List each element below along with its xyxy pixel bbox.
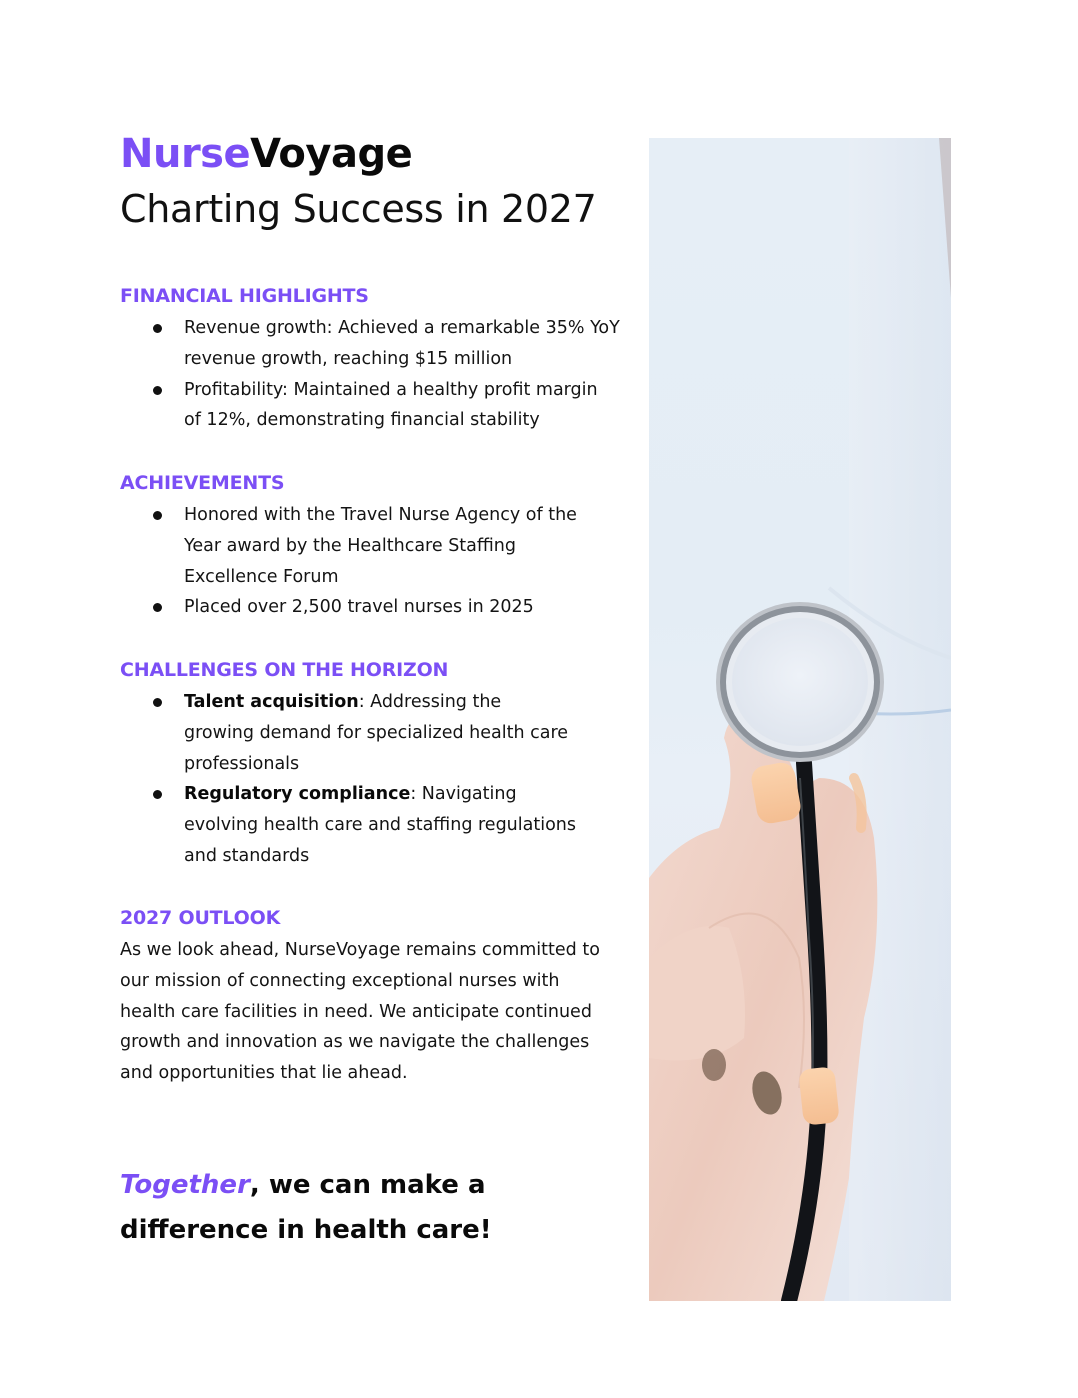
bullet-icon [153,790,162,799]
section-challenges [120,657,620,872]
list-item-bold-label: Regulatory compliance [184,784,411,805]
list-item [120,375,620,437]
section-heading: 2027 OUTLOOK [120,907,281,929]
bullet-icon [153,386,162,395]
bullet-icon [153,698,162,707]
bullet-list [120,687,620,872]
section-heading: FINANCIAL HIGHLIGHTS [120,285,369,307]
tagline-emphasis: Together [120,1170,250,1200]
tagline-text: , we can make a difference in health care! [120,1170,492,1245]
list-item-text: Profitability: Maintained a healthy profit margin of 12%, demonstrating financial stability [184,379,598,431]
brand-name-accent: Nurse [120,131,251,177]
tagline-block [120,1163,610,1253]
tagline [120,1163,610,1253]
list-item [120,313,620,375]
list-item-text: Honored with the Travel Nurse Agency of the Year award by the Healthcare Staffing Excellence Forum [184,505,577,587]
bullet-icon [153,511,162,520]
list-item-text: Placed over 2,500 travel nurses in 2025 [184,597,534,618]
section-achievements [120,470,620,623]
list-item [120,779,620,871]
list-item [120,500,620,592]
page-subtitle: Charting Success in 2027 [120,187,597,231]
section-heading: CHALLENGES ON THE HORIZON [120,659,449,681]
list-item [120,687,620,779]
list-item-text: : Navigating evolving health care and staffing regulations and standards [184,784,576,866]
brand-name [120,128,620,180]
title-block [120,128,620,234]
bullet-icon [153,603,162,612]
section-heading: ACHIEVEMENTS [120,472,285,494]
stethoscope-illustration [649,138,951,1301]
list-item-text: Revenue growth: Achieved a remarkable 35% YoY revenue growth, reaching $15 million [184,318,620,369]
bullet-list [120,313,620,436]
list-item-bold-label: Talent acquisition [184,692,359,712]
list-item-text: : Addressing the growing demand for specialized health care professionals [184,692,569,774]
section-outlook [120,905,620,1089]
brand-name-dark: Voyage [250,131,413,177]
bullet-icon [153,324,162,333]
outlook-paragraph: As we look ahead, NurseVoyage remains committed to our mission of connecting exceptional nurses with health care facilities in need. We anticipate continued growth and innovation as we navigate the challenges and opportunities that lie ahead. [120,940,600,1084]
hand-holding-stethoscope-image [649,138,951,1301]
bullet-list [120,500,620,623]
list-item [120,592,620,623]
section-financial-highlights [120,283,620,436]
